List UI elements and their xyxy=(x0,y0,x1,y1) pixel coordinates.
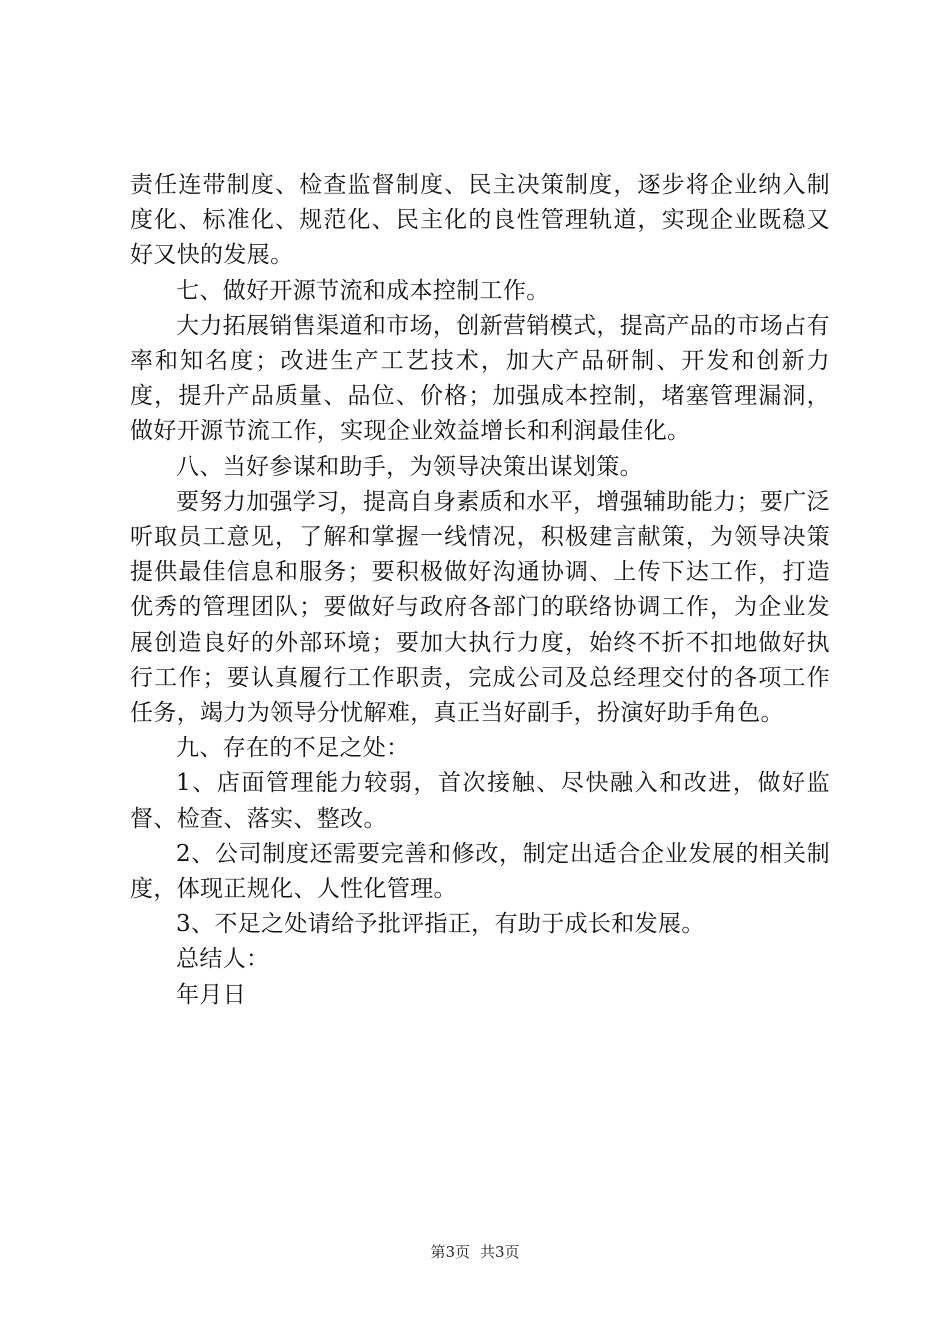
list-item-2: 2、公司制度还需要完善和修改，制定出适合企业发展的相关制度，体现正规化、人性化管理。 xyxy=(130,840,830,903)
section-heading-7: 七、做好开源节流和成本控制工作。 xyxy=(176,277,550,304)
section-heading-9: 九、存在的不足之处： xyxy=(176,735,410,762)
document-body xyxy=(130,168,830,1013)
list-item-3: 3、不足之处请给予批评指正，有助于成长和发展。 xyxy=(176,911,705,938)
paragraph-1: 责任连带制度、检查监督制度、民主决策制度，逐步将企业纳入制度化、标准化、规范化、民主化的良性管理轨道，实现企业既稳又好又快的发展。 xyxy=(130,172,830,269)
list-item-1: 1、店面管理能力较弱，首次接触、尽快融入和改进，做好监督、检查、落实、整改。 xyxy=(130,770,830,832)
page-number-current: 第3页 xyxy=(430,1243,470,1261)
section-heading-8: 八、当好参谋和助手，为领导决策出谋划策。 xyxy=(176,453,643,480)
paragraph-3: 要努力加强学习，提高自身素质和水平，增强辅助能力；要广泛听取员工意见，了解和掌握一线情况，积极建言献策，为领导决策提供最佳信息和服务；要积极做好沟通协调、上传下达工作，打造优秀的管理团队；要做好与政府各部门的联络协调工作，为企业发展创造良好的外部环境；要加大执行力度，始终不折不扣地做好执行工作；要认真履行工作职责，完成公司及总经理交付的各项工作任务，竭力为领导分忧解难，真正当好副手，扮演好助手角色。 xyxy=(130,488,830,727)
date-label: 年月日 xyxy=(176,981,247,1008)
page-number-total: 共3页 xyxy=(480,1243,520,1261)
signature-label: 总结人： xyxy=(176,946,270,973)
page-footer xyxy=(0,1242,950,1262)
paragraph-2: 大力拓展销售渠道和市场，创新营销模式，提高产品的市场占有率和知名度；改进生产工艺技术，加大产品研制、开发和创新力度，提升产品质量、品位、价格；加强成本控制，堵塞管理漏洞，做好开源节流工作，实现企业效益增长和利润最佳化。 xyxy=(130,312,830,445)
